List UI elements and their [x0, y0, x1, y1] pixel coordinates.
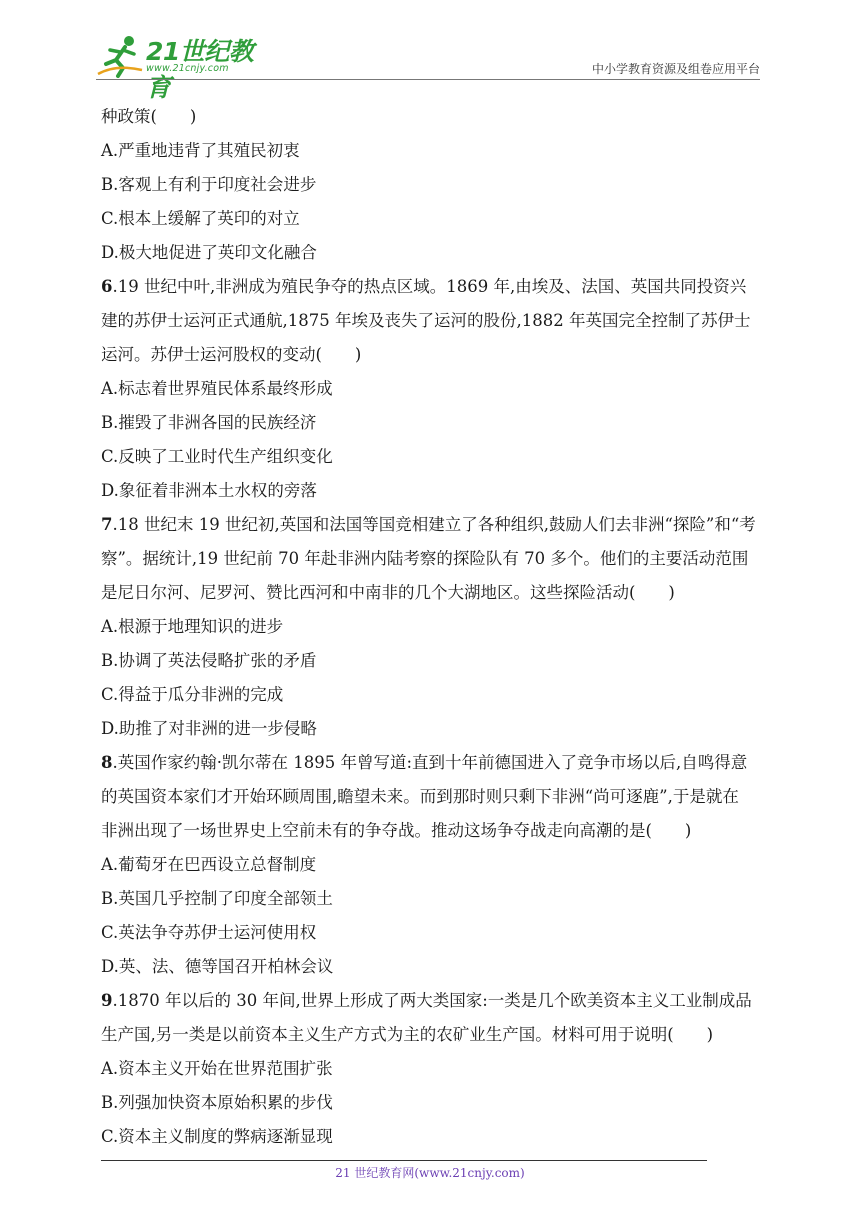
q7-option-d: D.助推了对非洲的进一步侵略 [101, 719, 317, 738]
q5-option-c: C.根本上缓解了英印的对立 [101, 209, 300, 228]
q7-option-c: C.得益于瓜分非洲的完成 [101, 685, 284, 704]
q5-stem-tail: 种政策( ) [101, 107, 197, 126]
site-logo[interactable] [96, 32, 266, 102]
q6-number: 6 [101, 277, 113, 296]
q6-option-c: C.反映了工业时代生产组织变化 [101, 447, 333, 466]
q6-option-b: B.摧毁了非洲各国的民族经济 [101, 413, 317, 432]
logo-url-text: www.21cnjy.com [146, 63, 229, 74]
q9-number: 9 [101, 991, 113, 1010]
q7-stem-line: 是尼日尔河、尼罗河、赞比西河和中南非的几个大湖地区。这些探险活动( ) [101, 583, 675, 602]
q7-option-b: B.协调了英法侵略扩张的矛盾 [101, 651, 317, 670]
q6-stem-line: 运河。苏伊士运河股权的变动( ) [101, 345, 362, 364]
q8-stem-line: 非洲出现了一场世界史上空前未有的争夺战。推动这场争夺战走向高潮的是( ) [101, 821, 692, 840]
header-divider [96, 79, 760, 80]
q5-option-b: B.客观上有利于印度社会进步 [101, 175, 317, 194]
q8-number: 8 [101, 753, 113, 772]
footer-link[interactable]: 21 世纪教育网(www.21cnjy.com) [335, 1166, 525, 1180]
q9-option-a: A.资本主义开始在世界范围扩张 [101, 1059, 333, 1078]
q8-option-c: C.英法争夺苏伊士运河使用权 [101, 923, 317, 942]
logo-main-text: 21世纪教育 [146, 37, 254, 102]
q8-option-b: B.英国几乎控制了印度全部领土 [101, 889, 333, 908]
q8-stem-line: 8.英国作家约翰·凯尔蒂在 1895 年曾写道:直到十年前德国进入了竞争市场以后,自鸣得意 [101, 753, 748, 772]
q6-option-d: D.象征着非洲本土水权的旁落 [101, 481, 317, 500]
question-content [101, 100, 765, 1154]
q8-option-d: D.英、法、德等国召开柏林会议 [101, 957, 334, 976]
q6-stem-line: 建的苏伊士运河正式通航,1875 年埃及丧失了运河的股份,1882 年英国完全控制了苏伊士 [101, 311, 751, 330]
q9-option-b: B.列强加快资本原始积累的步伐 [101, 1093, 333, 1112]
q9-stem-line: 生产国,另一类是以前资本主义生产方式为主的农矿业生产国。材料可用于说明( ) [101, 1025, 714, 1044]
q5-option-a: A.严重地违背了其殖民初衷 [101, 141, 300, 160]
q7-stem-line: 察”。据统计,19 世纪前 70 年赴非洲内陆考察的探险队有 70 多个。他们的主要活动范围 [101, 549, 749, 568]
q6-option-a: A.标志着世界殖民体系最终形成 [101, 379, 333, 398]
q7-option-a: A.根源于地理知识的进步 [101, 617, 284, 636]
q8-stem-line: 的英国资本家们才开始环顾周围,瞻望未来。而到那时则只剩下非洲“尚可逐鹿”,于是就在 [101, 787, 739, 806]
q6-stem-line: 6.19 世纪中叶,非洲成为殖民争夺的热点区域。1869 年,由埃及、法国、英国共同投资兴 [101, 277, 747, 296]
q8-option-a: A.葡萄牙在巴西设立总督制度 [101, 855, 317, 874]
q9-option-c: C.资本主义制度的弊病逐渐显现 [101, 1127, 333, 1146]
runner-icon [96, 34, 144, 78]
footer-divider [101, 1160, 707, 1161]
header-tagline: 中小学教育资源及组卷应用平台 [591, 62, 760, 76]
q7-stem-line: 7.18 世纪末 19 世纪初,英国和法国等国竞相建立了各种组织,鼓励人们去非洲“探险”和“考 [101, 515, 756, 534]
q7-number: 7 [101, 515, 113, 534]
page-header [96, 28, 760, 102]
q9-stem-line: 9.1870 年以后的 30 年间,世界上形成了两大类国家:一类是几个欧美资本主义工业制成品 [101, 991, 752, 1010]
q5-option-d: D.极大地促进了英印文化融合 [101, 243, 317, 262]
